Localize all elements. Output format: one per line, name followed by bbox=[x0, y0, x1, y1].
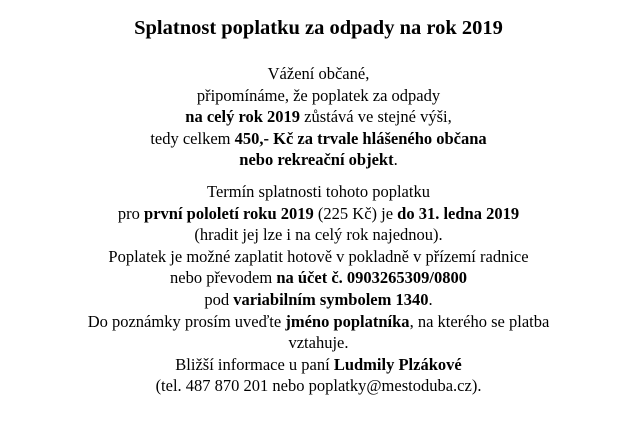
deadline-intro-line: Termín splatnosti tohoto poplatku bbox=[207, 181, 430, 201]
deadline-prefix: pro bbox=[117, 203, 145, 223]
reminder-line: připomínáme, že poplatek za odpady bbox=[196, 85, 441, 105]
note-suffix: , na kterého se platba bbox=[409, 311, 550, 331]
contact-prefix: Bližší informace u paní bbox=[175, 354, 334, 374]
note-line bbox=[0, 311, 637, 333]
year-line bbox=[0, 106, 637, 128]
contact-person: Ludmily Plzákové bbox=[333, 354, 462, 374]
amount-prefix: tedy celkem bbox=[150, 128, 235, 148]
object-emphasis: nebo rekreační objekt bbox=[239, 150, 394, 170]
greeting-paragraph bbox=[0, 63, 637, 171]
amount-emphasis: 450,- Kč za trvale hlášeného občana bbox=[234, 128, 487, 148]
payment-paragraph bbox=[0, 181, 637, 397]
amount-line bbox=[0, 128, 637, 150]
half-year-emphasis: první pololetí roku 2019 bbox=[144, 203, 314, 223]
variable-symbol: variabilním symbolem 1340 bbox=[233, 289, 429, 309]
year-emphasis: na celý rok 2019 bbox=[185, 107, 301, 127]
contact-line bbox=[0, 354, 637, 376]
account-number: na účet č. 0903265309/0800 bbox=[276, 268, 467, 288]
contact-details-line: (tel. 487 870 201 nebo poplatky@mestoduba.cz). bbox=[155, 376, 482, 396]
variable-symbol-line bbox=[0, 289, 637, 311]
page-title: Splatnost poplatku za odpady na rok 2019 bbox=[134, 17, 503, 39]
cash-payment-line: Poplatek je možné zaplatit hotově v pokladně v přízemí radnice bbox=[108, 246, 529, 266]
object-line bbox=[0, 149, 637, 171]
deadline-date: do 31. ledna 2019 bbox=[397, 203, 520, 223]
note-end-line: vztahuje. bbox=[288, 333, 349, 353]
payer-name-emphasis: jméno poplatníka bbox=[285, 311, 410, 331]
symbol-prefix: pod bbox=[204, 289, 234, 309]
whole-year-line: (hradit jej lze i na celý rok najednou). bbox=[194, 225, 443, 245]
year-text: zůstává ve stejné výši, bbox=[300, 107, 452, 127]
deadline-line bbox=[0, 203, 637, 225]
object-period: . bbox=[393, 150, 398, 170]
bank-transfer-line bbox=[0, 267, 637, 289]
transfer-prefix: nebo převodem bbox=[170, 268, 277, 288]
symbol-period: . bbox=[428, 289, 433, 309]
half-year-amount: (225 Kč) je bbox=[313, 203, 398, 223]
greeting-line: Vážení občané, bbox=[267, 64, 370, 83]
note-prefix: Do poznámky prosím uveďte bbox=[87, 311, 286, 331]
